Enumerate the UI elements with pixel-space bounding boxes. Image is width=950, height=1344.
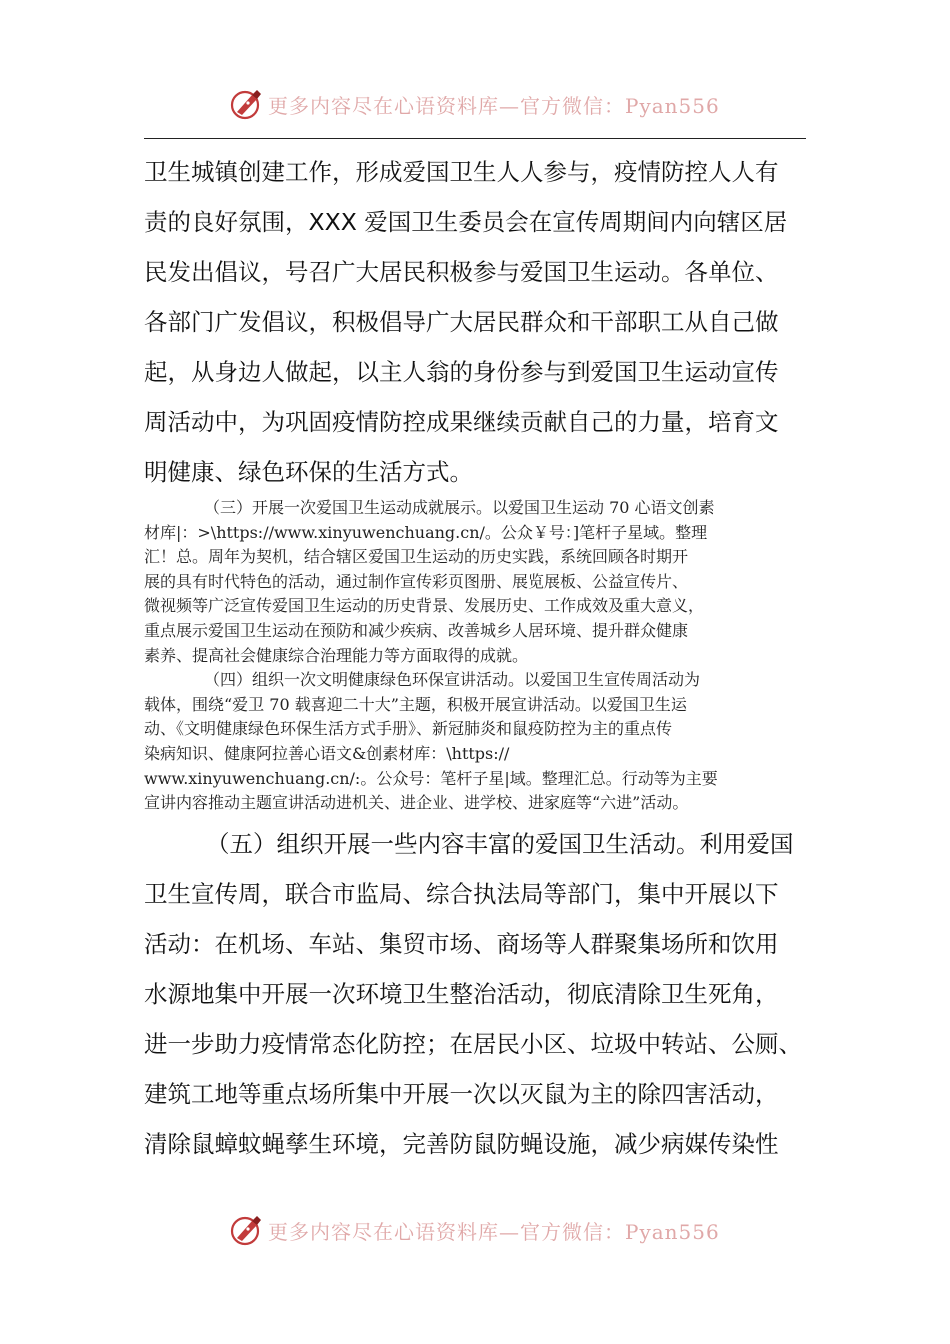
text-line: 卫生宣传周，联合市监局、综合执法局等部门，集中开展以下 bbox=[144, 880, 779, 908]
watermark-text: 更多内容尽在心语资料库—官方微信：Pyan556 bbox=[268, 1219, 720, 1244]
text-line: www.xinyuwenchuang.cn/:。公众号：笔杆子星|域。整理汇总。行动等为主要 bbox=[144, 768, 718, 788]
text-line: 宣讲内容推动主题宣讲活动进机关、进企业、进学校、进家庭等“六进”活动。 bbox=[144, 793, 689, 813]
text-line: 水源地集中开展一次环境卫生整治活动，彻底清除卫生死角， bbox=[144, 980, 779, 1008]
text-line: 责的良好氛围，XXX 爱国卫生委员会在宣传周期间内向辖区居 bbox=[144, 208, 788, 236]
text-line: 材库|：>\https://www.xinyuwenchuang.cn/。公众￥号：]笔杆子星域。整理 bbox=[144, 522, 708, 542]
text-line: 各部门广发倡议，积极倡导广大居民群众和干部职工从自己做 bbox=[144, 308, 779, 336]
header-divider bbox=[144, 138, 806, 139]
text-line: 周活动中，为巩固疫情防控成果继续贡献自己的力量，培育文 bbox=[144, 408, 779, 436]
text-line: 进一步助力疫情常态化防控；在居民小区、垃圾中转站、公厕、 bbox=[144, 1030, 802, 1058]
text-line: 微视频等广泛宣传爱国卫生运动的历史背景、发展历史、工作成效及重大意义， bbox=[144, 596, 705, 616]
text-line: （三）开展一次爱国卫生运动成就展示。以爱国卫生运动 70 心语文创素 bbox=[204, 498, 715, 517]
text-line: 起，从身边人做起，以主人翁的身份参与到爱国卫生运动宣传 bbox=[144, 358, 779, 386]
text-line: 民发出倡议，号召广大居民积极参与爱国卫生运动。各单位、 bbox=[144, 258, 779, 286]
watermark-text: 更多内容尽在心语资料库—官方微信：Pyan556 bbox=[268, 93, 720, 118]
text-line: 展的具有时代特色的活动，通过制作宣传彩页图册、展览展板、公益宣传片、 bbox=[144, 571, 689, 591]
text-line: 清除鼠蟑蚊蝇孳生环境，完善防鼠防蝇设施，减少病媒传染性 bbox=[144, 1130, 779, 1158]
text-line: 载体，围绕“爱卫 70 载喜迎二十大”主题，积极开展宣讲活动。以爱国卫生运 bbox=[144, 694, 687, 714]
text-line: （四）组织一次文明健康绿色环保宣讲活动。以爱国卫生宣传周活动为 bbox=[204, 670, 701, 690]
text-line: 素养、提高社会健康综合治理能力等方面取得的成就。 bbox=[144, 645, 529, 665]
text-line: 建筑工地等重点场所集中开展一次以灭鼠为主的除四害活动， bbox=[144, 1080, 779, 1108]
text-line: 明健康、绿色环保的生活方式。 bbox=[144, 458, 473, 486]
pen-nib-logo-icon bbox=[228, 86, 264, 122]
text-line: 活动：在机场、车站、集贸市场、商场等人群聚集场所和饮用 bbox=[144, 930, 779, 958]
paragraph-small-print bbox=[144, 496, 806, 816]
text-line: 染病知识、健康阿拉善心语文&创素材库：\https:// bbox=[144, 743, 510, 763]
text-line: 动、《文明健康绿色环保生活方式手册》、新冠肺炎和鼠疫防控为主的重点传 bbox=[144, 719, 673, 739]
pen-nib-logo-icon bbox=[228, 1212, 264, 1248]
header-watermark bbox=[0, 82, 950, 126]
paragraph-continuation bbox=[144, 147, 806, 497]
text-line: 汇！总。周年为契机，结合辖区爱国卫生运动的历史实践，系统回顾各时期开 bbox=[144, 547, 689, 567]
text-line: 重点展示爱国卫生运动在预防和减少疾病、改善城乡人居环境、提升群众健康 bbox=[144, 620, 689, 640]
text-line: （五）组织开展一些内容丰富的爱国卫生活动。利用爱国 bbox=[206, 830, 794, 858]
text-line: 卫生城镇创建工作，形成爱国卫生人人参与，疫情防控人人有 bbox=[144, 158, 779, 186]
paragraph-section-five bbox=[144, 819, 806, 1169]
footer-watermark bbox=[0, 1208, 950, 1252]
